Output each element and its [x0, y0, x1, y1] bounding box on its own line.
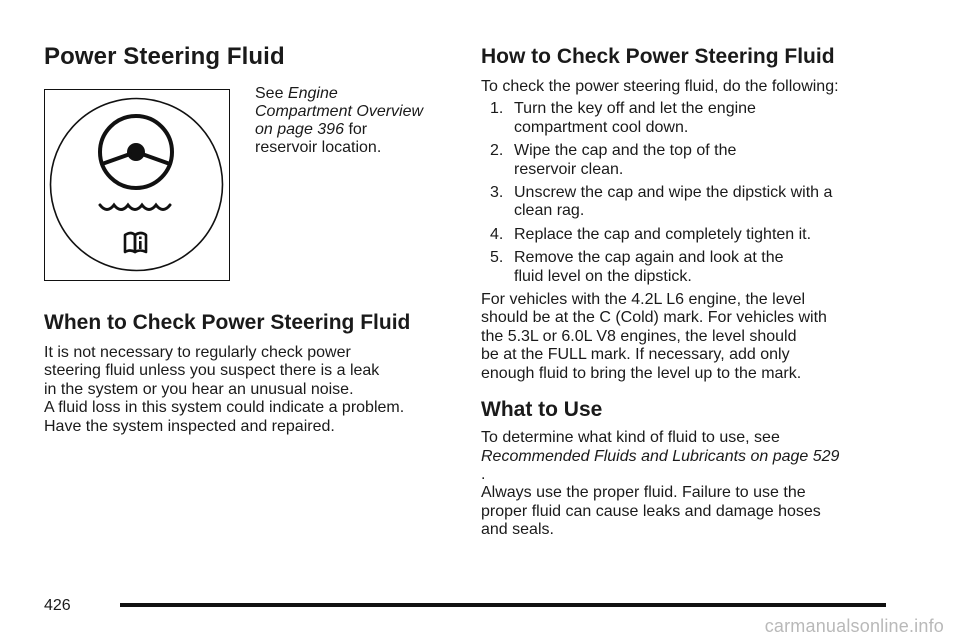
- how-to-check-intro: To check the power steering fluid, do the following:: [481, 78, 839, 95]
- page-title: Power Steering Fluid: [44, 43, 285, 70]
- check-steps-list: [481, 100, 901, 286]
- power-steering-fluid-symbol-icon: [44, 89, 230, 281]
- see-suffix-location: reservoir location.: [255, 139, 382, 156]
- list-item: 4. Replace the cap and completely tighten it.: [490, 225, 812, 243]
- recommended-fluids-link[interactable]: Recommended Fluids and Lubricants on page 529: [481, 447, 840, 465]
- left-column: [44, 42, 454, 435]
- owners-manual-icon: [125, 233, 146, 252]
- list-item: 2. Wipe the cap and the top of the reservoir clean.: [490, 142, 737, 178]
- engine-compartment-link[interactable]: Engine Compartment Overview on page 396: [255, 85, 424, 138]
- list-item: 1. Turn the key off and let the engine compartment cool down.: [490, 100, 756, 136]
- page-number: 426: [44, 597, 71, 614]
- fluid-level-paragraph: For vehicles with the 4.2L L6 engine, the level should be at the C (Cold) mark. For vehicles with the 5.3L or 6.0L V8 engines, the level should be at the FULL mark. If necessary, add only enough fluid to bring the level up to the mark.: [481, 291, 827, 382]
- right-column: [481, 44, 901, 540]
- when-to-check-body: It is not necessary to regularly check power steering fluid unless you suspect there is a leak in the system or you hear an unusual noise. A fluid loss in this system could indicate a problem. Have the system inspected and repaired.: [44, 344, 405, 435]
- list-item: 3. Unscrew the cap and wipe the dipstick with a clean rag.: [490, 184, 833, 220]
- list-item: 5. Remove the cap again and look at the fluid level on the dipstick.: [490, 249, 784, 285]
- when-to-check-heading: When to Check Power Steering Fluid: [44, 311, 411, 334]
- how-to-check-heading: How to Check Power Steering Fluid: [481, 45, 835, 68]
- what-to-use-heading: What to Use: [481, 398, 603, 422]
- watermark: carmanualsonline.info: [764, 616, 944, 636]
- footer-rule: [120, 603, 886, 607]
- see-prefix: See: [255, 85, 284, 102]
- what-to-use-body: To determine what kind of fluid to use, see Recommended Fluids and Lubricants on page 529 . Always use the proper fluid. Failure to use the proper fluid can cause leaks and damage hoses and seals.: [481, 429, 840, 539]
- see-suffix-for: for: [348, 121, 368, 138]
- reservoir-reference: [255, 85, 455, 157]
